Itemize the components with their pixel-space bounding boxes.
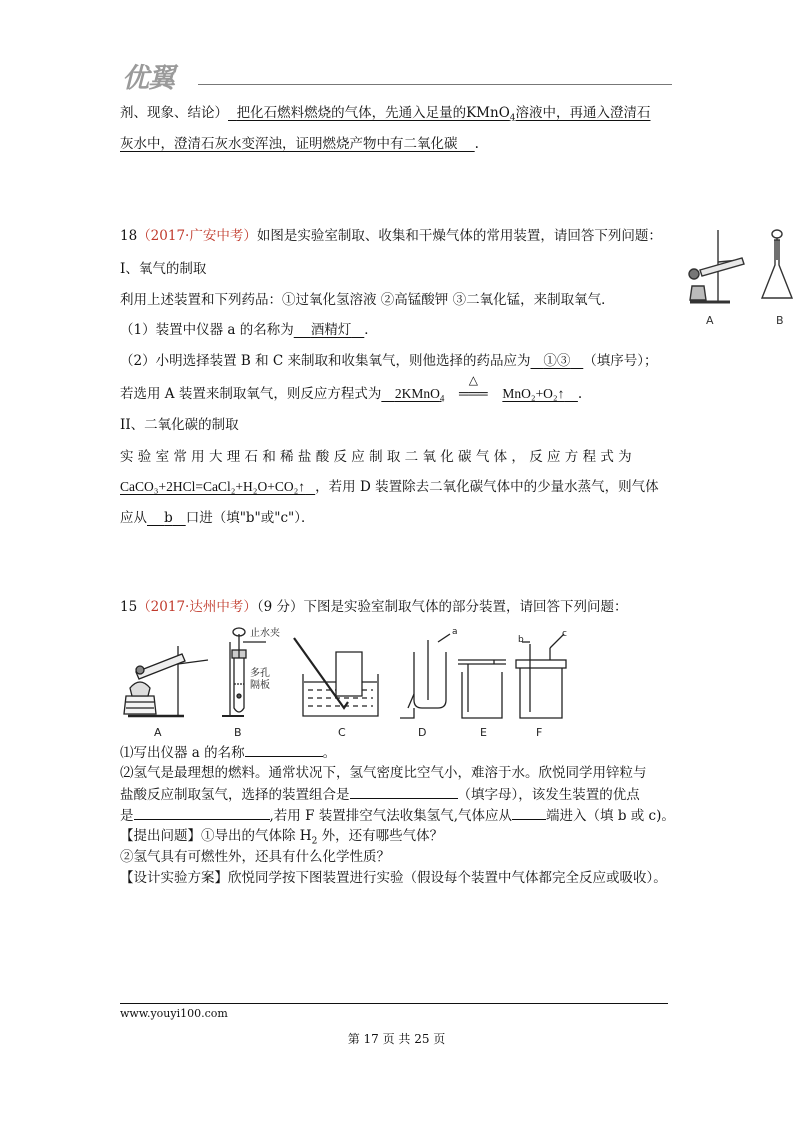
q18-section-2: II、二氧化碳的制取 xyxy=(120,417,239,433)
fig-text-clamp: 止水夹 xyxy=(250,628,280,639)
prev-answer-underlined: 把化石燃料燃烧的气体，先通入足量的KMnO$_4$溶液中，再通入澄清石 xyxy=(236,105,651,124)
fig-text-b: b xyxy=(518,635,524,645)
q18-co2-equation: CaCO₃+2HCl=CaCl₂+H₂O+CO₂↑ xyxy=(120,479,306,494)
fig-label-e: E xyxy=(480,726,487,739)
q18-intro: 利用上述装置和下列药品：①过氧化氢溶液 ②高锰酸钾 ③二氧化锰，来制取氧气． xyxy=(120,292,615,308)
logo: 优翼 xyxy=(122,63,174,94)
q15-line-7: 【设计实验方案】欣悦同学按下图装置进行实验（假设每个装置中气体都完全反应或吸收）。 xyxy=(120,870,667,886)
q18-apparatus-figure xyxy=(670,220,793,330)
q15-answer-blank-2[interactable] xyxy=(350,784,458,799)
q18-source: （2017·广安中考） xyxy=(137,228,257,244)
q15-apparatus-figure xyxy=(118,624,578,742)
q18-co2-answer: b xyxy=(164,510,173,526)
q18-co2-port: 应从 b 口进（填"b"或"c"）． xyxy=(120,510,315,526)
fig-label-f: F xyxy=(536,726,543,739)
q15-answer-blank-1[interactable] xyxy=(245,742,323,757)
q18-section-1: I、氧气的制取 xyxy=(120,261,207,277)
q15-line-6: ②氢气具有可燃性外，还具有什么化学性质？ xyxy=(120,849,390,865)
fig-text-plate-1: 多孔 xyxy=(250,668,270,679)
fig-text-plate-2: 隔板 xyxy=(250,680,270,691)
header-rule xyxy=(198,84,672,85)
prev-answer-line-2: 灰水中，澄清石灰水变浑浊，证明燃烧产物中有二氧化碳 . xyxy=(120,136,479,152)
footer-url: www.youyi100.com xyxy=(120,1007,228,1020)
reaction-arrow: △ ═══ xyxy=(459,373,488,401)
fig-label-a: A xyxy=(154,726,162,739)
fig-label-d: D xyxy=(418,726,427,739)
fig-text-a: a xyxy=(452,627,458,637)
q18-q1: （1）装置中仪器 a 的名称为 酒精灯 ． xyxy=(120,322,378,338)
q18-stem: 18（2017·广安中考）如图是实验室制取、收集和干燥气体的常用装置，请回答下列问题： xyxy=(120,228,662,244)
q15-answer-blank-4[interactable] xyxy=(512,805,546,820)
q18-co2-line: 实 验 室 常 用 大 理 石 和 稀 盐 酸 反 应 制 取 二 氧 化 碳 气 体 ， 反 应 方 程 式 为 xyxy=(120,449,632,465)
q15-answer-blank-3[interactable] xyxy=(134,805,270,820)
fig-label-c: C xyxy=(338,726,346,739)
q18-q1-answer: 酒精灯 xyxy=(310,322,352,338)
page-number: 第 17 页 共 25 页 xyxy=(347,1032,446,1046)
q15-line-5: 【提出问题】①导出的气体除 $H_2$ 外，还有哪些气体？ xyxy=(120,828,444,847)
q18-q2-answer: ①③ xyxy=(543,353,571,369)
q15-source: （2017·达州中考） xyxy=(137,599,257,615)
q18-co2-eq-line: CaCO₃+2HCl=CaCl₂+H₂O+CO₂↑ ，若用 D 装置除去二氧化碳气体中的少量水蒸气，则气体 xyxy=(120,479,659,495)
q15-line-4: 是 ,若用 F 装置排空气法收集氢气,气体应从 端进入（填 b 或 c)。 xyxy=(120,805,675,826)
fig-text-c: c xyxy=(562,629,567,639)
q18-q3: 若选用 A 装置来制取氧气，则反应方程式为 2KMnO$_4$ △ ═══ MnO₂+O₂↑ . xyxy=(120,373,583,404)
q18-q2: （2）小明选择装置 B 和 C 来制取和收集氧气，则他选择的药品应为 ①③ （填序号）； xyxy=(120,353,658,369)
prev-answer-line-1: 剂、现象、结论） 把化石燃料燃烧的气体，先通入足量的KMnO$_4$溶液中，再通入澄清石 xyxy=(120,105,651,124)
q15-line-2: ⑵氢气是最理想的燃料。通常状况下，氢气密度比空气小，难溶于水。欣悦同学用锌粒与 xyxy=(120,765,647,781)
q15-line-1: ⑴写出仪器 a 的名称 。 xyxy=(120,742,336,763)
q15-line-3: 盐酸反应制取氢气，选择的装置组合是 （填字母），该发生装置的优点 xyxy=(120,784,640,805)
fig-label-b: B xyxy=(776,314,784,327)
q15-stem: 15（2017·达州中考）（9 分）下图是实验室制取气体的部分装置，请回答下列问题： xyxy=(120,599,628,615)
fig-label-a: A xyxy=(706,314,714,327)
footer-rule xyxy=(120,1003,668,1004)
fig-label-b: B xyxy=(234,726,242,739)
